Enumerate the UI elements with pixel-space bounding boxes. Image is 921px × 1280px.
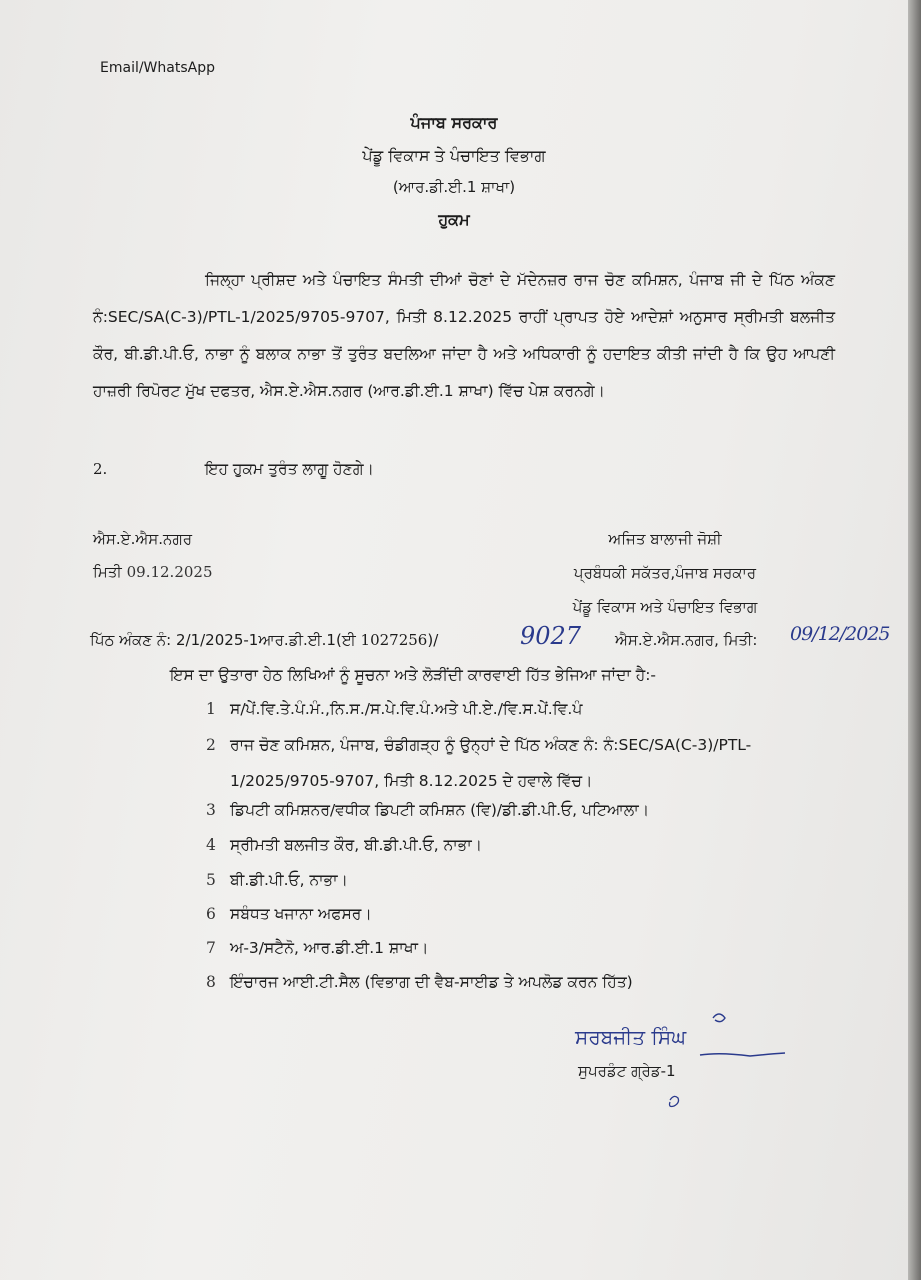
date-label: ਮਿਤੀ — [93, 563, 122, 581]
govt-heading: ਪੰਜਾਬ ਸਰਕਾਰ — [410, 113, 498, 132]
officer-title: ਪ੍ਰਬੰਧਕੀ ਸਕੱਤਰ,ਪੰਜਾਬ ਸਰਕਾਰ — [573, 564, 757, 582]
ref-prefix: ਪਿੱਠ ਅੰਕਣ ਨੰ: 2/1/2025-1ਆਰ.ਡੀ.ਈ.1(ਈ — [90, 631, 356, 649]
point-number: 2. — [93, 460, 108, 478]
date-value: 09.12.2025 — [126, 563, 213, 581]
officer-name: ਅਜਿਤ ਬਾਲਾਜੀ ਜੋਸ਼ੀ — [608, 530, 722, 548]
signature-strokes — [570, 1000, 800, 1110]
channel-label: Email/WhatsApp — [100, 60, 215, 76]
place-label: ਐਸ.ਏ.ਐਸ.ਨਗਰ — [93, 530, 193, 548]
recipient-text: ਰਾਜ ਚੋਣ ਕਮਿਸ਼ਨ, ਪੰਜਾਬ, ਚੰਡੀਗੜ੍ਹ ਨੂੰ ਉਨ੍ਹਾਂ ਦੇ ਪਿੱਠ ਅੰਕਣ ਨੰ: ਨੰ:SEC/SA(C-3)/PTL-1/2025/9705-9707, ਮਿਤੀ 8.12.2025 ਦੇ ਹਵਾਲੇ ਵਿੱਚ। — [230, 736, 752, 790]
order-heading: ਹੁਕਮ — [438, 210, 470, 229]
recipient-item: 5 ਬੀ.ਡੀ.ਪੀ.ਓ, ਨਾਭਾ। — [206, 871, 348, 889]
endorsement-ref — [90, 631, 438, 649]
endorsement-place-date: ਐਸ.ਏ.ਐਸ.ਨਗਰ, ਮਿਤੀ: — [615, 631, 758, 649]
officer-department: ਪੇਂਡੂ ਵਿਕਾਸ ਅਤੇ ਪੰਚਾਇਤ ਵਿਭਾਗ — [572, 598, 758, 616]
recipient-item: 1 ਸ/ਪੇਂ.ਵਿ.ਤੇ.ਪੰ.ਮੰ.,ਨਿ.ਸ./ਸ.ਪੇ.ਵਿ.ਪੰ.ਅਤੇ ਪੀ.ਏ./ਵਿ.ਸ.ਪੇਂ.ਵਿ.ਪੰ — [206, 700, 583, 718]
copy-forward-line: ਇਸ ਦਾ ਉਤਾਰਾ ਹੇਠ ਲਿਖਿਆਂ ਨੂੰ ਸੂਚਨਾ ਅਤੇ ਲੋੜੀਂਦੀ ਕਾਰਵਾਈ ਹਿੱਤ ਭੇਜਿਆ ਜਾਂਦਾ ਹੈ:- — [170, 666, 657, 684]
point-text: ਇਹ ਹੁਕਮ ਤੁਰੰਤ ਲਾਗੂ ਹੋਣਗੇ। — [205, 460, 374, 478]
order-paragraph: ਜਿਲ੍ਹਾ ਪ੍ਰੀਸ਼ਦ ਅਤੇ ਪੰਚਾਇਤ ਸੰਮਤੀ ਦੀਆਂ ਚੋਣਾਂ ਦੇ ਮੱਦੇਨਜ਼ਰ ਰਾਜ ਚੋਣ ਕਮਿਸ਼ਨ, ਪੰਜਾਬ ਜੀ ਦੇ ਪਿੱਠ ਅੰਕਣ ਨੰ:SEC/SA(C-3)/PTL-1/2025/9705-9707, ਮਿਤੀ 8.12.2025 ਰਾਹੀਂ ਪ੍ਰਾਪਤ ਹੋਏ ਆਦੇਸ਼ਾਂ ਅਨੁਸਾਰ ਸ੍ਰੀਮਤੀ ਬਲਜੀਤ ਕੌਰ, ਬੀ.ਡੀ.ਪੀ.ਓ, ਨਾਭਾ ਨੂੰ ਬਲਾਕ ਨਾਭਾ ਤੋਂ ਤੁਰੰਤ ਬਦਲਿਆ ਜਾਂਦਾ ਹੈ ਅਤੇ ਅਧਿਕਾਰੀ ਨੂੰ ਹਦਾਇਤ ਕੀਤੀ ਜਾਂਦੀ ਹੈ ਕਿ ਉਹ ਆਪਣੀ ਹਾਜ਼ਰੀ ਰਿਪੋਰਟ ਮੁੱਖ ਦਫਤਰ, ਐਸ.ਏ.ਐਸ.ਨਗਰ (ਆਰ.ਡੀ.ਈ.1 ਸ਼ਾਖਾ) ਵਿੱਚ ਪੇਸ਼ ਕਰਨਗੇ। — [93, 271, 835, 400]
recipient-item: 7 ਅ-3/ਸਟੈਨੋ, ਆਰ.ਡੀ.ਈ.1 ਸ਼ਾਖਾ। — [206, 939, 429, 957]
superintendent-designation: ਸੁਪਰਡੰਟ ਗ੍ਰੇਡ-1 — [578, 1062, 676, 1080]
document-page: Email/WhatsApp ਪੰਜਾਬ ਸਰਕਾਰ ਪੇਂਡੂ ਵਿਕਾਸ ਤੇ ਪੰਚਾਇਤ ਵਿਭਾਗ (ਆਰ.ਡੀ.ਈ.1 ਸ਼ਾਖਾ) ਹੁਕਮ ਜਿਲ੍ਹਾ ਪ੍ਰੀਸ਼ਦ ਅਤੇ ਪੰਚਾਇਤ ਸੰਮਤੀ ਦੀਆਂ ਚੋਣਾਂ ਦੇ ਮੱਦੇਨਜ਼ਰ ਰਾਜ ਚੋਣ ਕਮਿਸ਼ਨ, ਪੰਜਾਬ ਜੀ ਦੇ ਪਿੱਠ ਅੰਕਣ ਨੰ:SEC/SA(C-3)/PTL-1/2025/9705-9707, ਮਿਤੀ 8.12.2025 ਰਾਹੀਂ ਪ੍ਰਾਪਤ ਹੋਏ ਆਦੇਸ਼ਾਂ ਅਨੁਸਾਰ ਸ੍ਰੀਮਤੀ ਬਲਜੀਤ ਕੌਰ, ਬੀ.ਡੀ.ਪੀ.ਓ, ਨਾਭਾ ਨੂੰ ਬਲਾਕ ਨਾਭਾ ਤੋਂ ਤੁਰੰਤ ਬਦਲਿਆ ਜਾਂਦਾ ਹੈ ਅਤੇ ਅਧਿਕਾਰੀ ਨੂੰ ਹਦਾਇਤ ਕੀਤੀ ਜਾਂਦੀ ਹੈ ਕਿ ਉਹ ਆਪਣੀ ਹਾਜ਼ਰੀ ਰਿਪੋਰਟ ਮੁੱਖ ਦਫਤਰ, ਐਸ.ਏ.ਐਸ.ਨਗਰ (ਆਰ.ਡੀ.ਈ.1 ਸ਼ਾਖਾ) ਵਿੱਚ ਪੇਸ਼ ਕਰਨਗੇ। 2. ਇਹ ਹੁਕਮ ਤੁਰੰਤ ਲਾਗੂ ਹੋਣਗੇ। ਐਸ.ਏ.ਐਸ.ਨਗਰ ਮਿਤੀ 09.12.2025 ਅਜਿਤ ਬਾਲਾਜੀ ਜੋਸ਼ੀ ਪ੍ਰਬੰਧਕੀ ਸਕੱਤਰ,ਪੰਜਾਬ ਸਰਕਾਰ ਪੇਂਡੂ ਵਿਕਾਸ ਅਤੇ ਪੰਚਾਇਤ ਵਿਭਾਗ ਪਿੱਠ ਅੰਕਣ ਨੰ: 2/1/2025-1ਆਰ.ਡੀ.ਈ.1(ਈ 1027256)/ 9027 ਐਸ.ਏ.ਐਸ.ਨਗਰ, ਮਿਤੀ: 09/12/2025 ਇਸ ਦਾ ਉਤਾਰਾ ਹੇਠ ਲਿਖਿਆਂ ਨੂੰ ਸੂਚਨਾ ਅਤੇ ਲੋੜੀਂਦੀ ਕਾਰਵਾਈ ਹਿੱਤ ਭੇਜਿਆ ਜਾਂਦਾ ਹੈ:- 1 ਸ/ਪੇਂ.ਵਿ.ਤੇ.ਪੰ.ਮੰ.,ਨਿ.ਸ./ਸ.ਪੇ.ਵਿ.ਪੰ.ਅਤੇ ਪੀ.ਏ./ਵਿ.ਸ.ਪੇਂ.ਵਿ.ਪੰ 2 ਰਾਜ ਚੋਣ ਕਮਿਸ਼ਨ, ਪੰਜਾਬ, ਚੰਡੀਗੜ੍ਹ ਨੂੰ ਉਨ੍ਹਾਂ ਦੇ ਪਿੱਠ ਅੰਕਣ ਨੰ: ਨੰ:SEC/SA(C-3)/PTL-1/2025/9705-9707, ਮਿਤੀ 8.12.2025 ਦੇ ਹਵਾਲੇ ਵਿੱਚ। 3 ਡਿਪਟੀ ਕਮਿਸ਼ਨਰ/ਵਧੀਕ ਡਿਪਟੀ ਕਮਿਸ਼ਨ (ਵਿ)/ਡੀ.ਡੀ.ਪੀ.ਓ, ਪਟਿਆਲਾ। 4 ਸ੍ਰੀਮਤੀ ਬਲਜੀਤ ਕੌਰ, ਬੀ.ਡੀ.ਪੀ.ਓ, ਨਾਭਾ। 5 ਬੀ.ਡੀ.ਪੀ.ਓ, ਨਾਭਾ। 6 ਸਬੰਧਤ ਖਜਾਨਾ ਅਫਸਰ। 7 ਅ-3/ਸਟੈਨੋ, ਆਰ.ਡੀ.ਈ.1 ਸ਼ਾਖਾ। 8 ਇੰਚਾਰਜ ਆਈ.ਟੀ.ਸੈਲ (ਵਿਭਾਗ ਦੀ ਵੈਬ-ਸਾਈਡ ਤੇ ਅਪਲੋਡ ਕਰਨ ਹਿੱਤ) ਸਰਬਜੀਤ ਸਿੰਘ ਸੁਪਰਡੰਟ ਗ੍ਰੇਡ-1 — [0, 0, 908, 1280]
recipient-item: 3 ਡਿਪਟੀ ਕਮਿਸ਼ਨਰ/ਵਧੀਕ ਡਿਪਟੀ ਕਮਿਸ਼ਨ (ਵਿ)/ਡੀ.ਡੀ.ਪੀ.ਓ, ਪਟਿਆਲਾ। — [206, 801, 650, 819]
recipient-item: 6 ਸਬੰਧਤ ਖਜਾਨਾ ਅਫਸਰ। — [206, 905, 372, 923]
ref-efile: 1027256 — [360, 631, 428, 649]
handwritten-date: 09/12/2025 — [790, 623, 890, 645]
branch-heading: (ਆਰ.ਡੀ.ਈ.1 ਸ਼ਾਖਾ) — [392, 178, 516, 196]
page-edge-shadow — [908, 0, 921, 1280]
signature: ਸਰਬਜੀਤ ਸਿੰਘ — [575, 1025, 687, 1049]
handwritten-dispatch-number: 9027 — [520, 622, 582, 650]
recipient-item: 4 ਸ੍ਰੀਮਤੀ ਬਲਜੀਤ ਕੌਰ, ਬੀ.ਡੀ.ਪੀ.ਓ, ਨਾਭਾ। — [206, 836, 483, 854]
recipient-item: 8 ਇੰਚਾਰਜ ਆਈ.ਟੀ.ਸੈਲ (ਵਿਭਾਗ ਦੀ ਵੈਬ-ਸਾਈਡ ਤੇ ਅਪਲੋਡ ਕਰਨ ਹਿੱਤ) — [206, 973, 633, 991]
ref-close: )/ — [427, 631, 439, 649]
department-heading: ਪੇਂਡੂ ਵਿਕਾਸ ਤੇ ਪੰਚਾਇਤ ਵਿਭਾਗ — [362, 146, 546, 165]
